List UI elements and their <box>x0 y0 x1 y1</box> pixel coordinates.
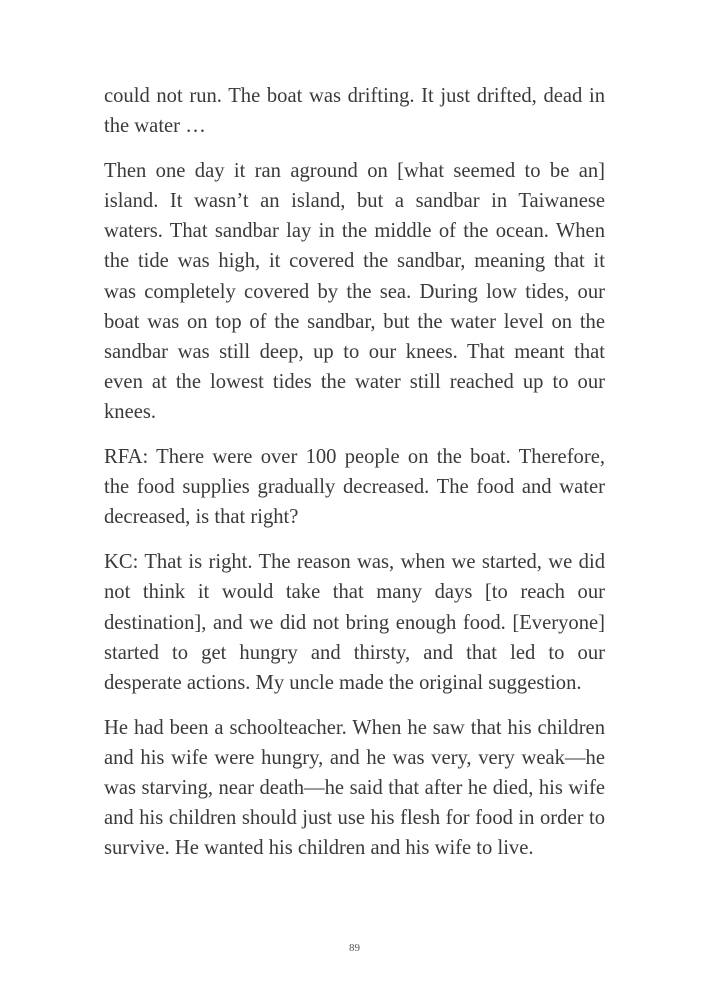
page-body <box>104 81 605 863</box>
paragraph: He had been a schoolteacher. When he saw that his children and his wife were hungry, and he was very, very weak—he was starving, near death—he said that after he died, his wife and his children should just use his flesh for food in order to survive. He wanted his children and his wife to live. <box>104 716 605 860</box>
page-number: 89 <box>349 942 360 954</box>
paragraph: RFA: There were over 100 people on the boat. Therefore, the food supplies gradually decreased. The food and water decreased, is that right? <box>104 446 605 529</box>
paragraph: KC: That is right. The reason was, when we started, we did not think it would take that many days [to reach our destination], and we did not bring enough food. [Everyone] started to get hungry and thirsty, and that led to our desperate actions. My uncle made the original suggestion. <box>104 551 605 694</box>
paragraph: Then one day it ran aground on [what seemed to be an] island. It wasn’t an island, but a sandbar in Taiwanese waters. That sandbar lay in the middle of the ocean. When the tide was high, it covered the sandbar, meaning that it was completely covered by the sea. During low tides, our boat was on top of the sandbar, but the water level on the sandbar was still deep, up to our knees. That meant that even at the lowest tides the water still reached up to our knees. <box>104 160 605 423</box>
paragraph: could not run. The boat was drifting. It just drifted, dead in the water … <box>104 85 605 138</box>
